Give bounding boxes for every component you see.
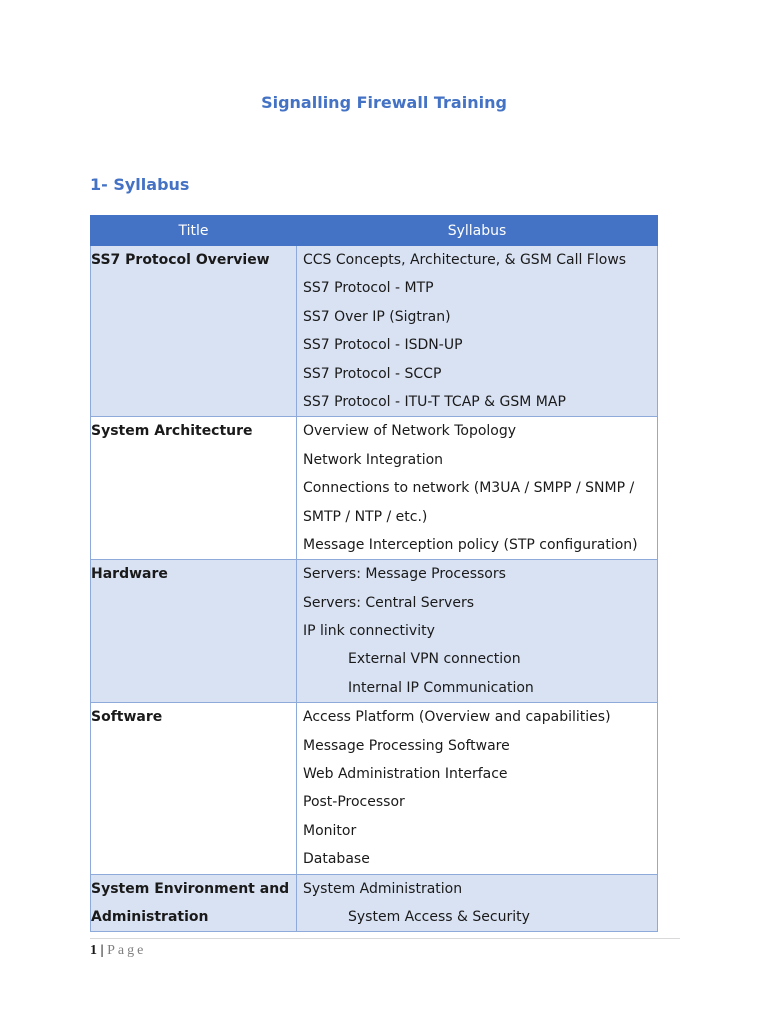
table-row (91, 874, 658, 932)
syllabus-item: SS7 Protocol - ITU-T TCAP & GSM MAP (303, 393, 566, 410)
syllabus-item: SMTP / NTP / etc.) (303, 508, 428, 525)
syllabus-item: Overview of Network Topology (303, 423, 517, 440)
row-syllabus-cell (297, 246, 658, 417)
row-title: System Environment and (91, 880, 290, 897)
syllabus-item: Access Platform (Overview and capabilities) (303, 709, 611, 726)
syllabus-item: SS7 Over IP (Sigtran) (303, 308, 451, 325)
row-syllabus-cell (297, 874, 658, 932)
syllabus-subitem: External VPN connection (348, 651, 521, 668)
syllabus-item: Servers: Message Processors (303, 566, 506, 583)
syllabus-item: Connections to network (M3UA / SMPP / SNMP / (303, 480, 635, 497)
syllabus-item: Monitor (303, 822, 357, 839)
document-title: Signalling Firewall Training (261, 93, 507, 112)
page-label: Page (107, 943, 147, 958)
row-title: System Architecture (91, 423, 253, 440)
table-header-row (91, 216, 658, 246)
header-syllabus: Syllabus (297, 216, 658, 246)
syllabus-item: SS7 Protocol - ISDN-UP (303, 337, 463, 354)
row-syllabus-cell (297, 560, 658, 703)
syllabus-table (90, 215, 658, 932)
syllabus-item: Message Interception policy (STP configuration) (303, 536, 638, 553)
header-title: Title (91, 216, 297, 246)
table-row (91, 703, 658, 874)
syllabus-subitem: Internal IP Communication (348, 679, 534, 696)
syllabus-subitem: System Access & Security (348, 908, 530, 925)
syllabus-item: IP link connectivity (303, 623, 435, 640)
syllabus-item: Servers: Central Servers (303, 594, 475, 611)
syllabus-item: Post-Processor (303, 794, 405, 811)
syllabus-item: CCS Concepts, Architecture, & GSM Call Flows (303, 252, 627, 268)
row-syllabus-cell (297, 417, 658, 560)
syllabus-item: Database (303, 851, 370, 868)
row-title-cell (91, 246, 297, 417)
footer-divider (90, 938, 680, 939)
syllabus-item: Message Processing Software (303, 737, 510, 754)
syllabus-item: Web Administration Interface (303, 766, 508, 783)
row-title: Administration (91, 908, 209, 925)
table-row (91, 246, 658, 417)
row-title: Hardware (91, 566, 168, 583)
page-number: 1 (90, 943, 97, 958)
page-footer (90, 943, 146, 959)
syllabus-item: Network Integration (303, 451, 444, 468)
table-row (91, 560, 658, 703)
table-row (91, 417, 658, 560)
syllabus-item: SS7 Protocol - MTP (303, 280, 434, 297)
syllabus-item: SS7 Protocol - SCCP (303, 365, 442, 382)
section-heading: 1- Syllabus (90, 175, 190, 194)
footer-separator: | (100, 943, 104, 958)
row-title: Software (91, 709, 163, 726)
syllabus-item: System Administration (303, 880, 463, 897)
row-title-cell (91, 560, 297, 703)
row-title-cell (91, 703, 297, 874)
row-title-cell (91, 874, 297, 932)
row-syllabus-cell (297, 703, 658, 874)
row-title: SS7 Protocol Overview (91, 252, 270, 268)
row-title-cell (91, 417, 297, 560)
